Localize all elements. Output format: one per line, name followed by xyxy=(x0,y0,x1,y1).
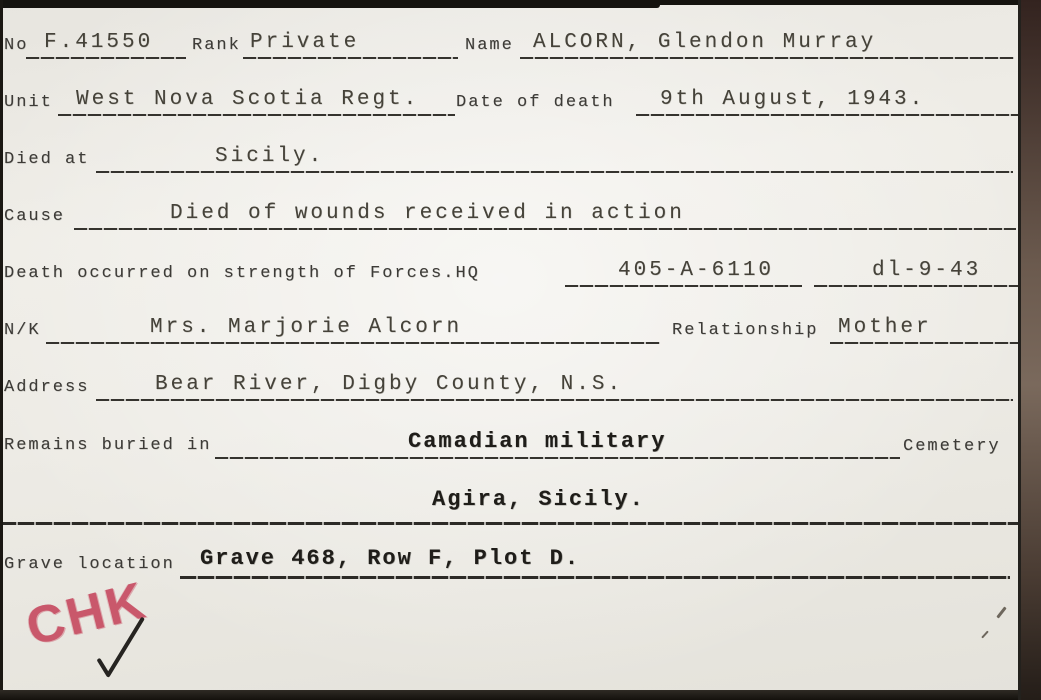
field-date-of-death-label: Date of death xyxy=(456,93,615,112)
field-date-of-death-value: 9th August, 1943. xyxy=(660,88,926,111)
underline xyxy=(0,522,1019,525)
field-relationship-value: Mother xyxy=(838,316,932,339)
field-unit-value: West Nova Scotia Regt. xyxy=(76,88,420,111)
field-address-value: Bear River, Digby County, N.S. xyxy=(155,373,624,396)
field-cemetery-location-value: Agira, Sicily. xyxy=(432,487,645,512)
field-cemetery-label: Cemetery xyxy=(903,437,1001,456)
field-cause-value: Died of wounds received in action xyxy=(170,202,685,225)
field-no-label: No xyxy=(4,36,29,55)
underline xyxy=(565,285,802,287)
field-name-label: Name xyxy=(465,36,514,55)
underline xyxy=(520,57,1014,59)
underline xyxy=(215,457,900,459)
underline xyxy=(814,285,1020,287)
underline xyxy=(636,114,1018,116)
field-strength-value: 405-A-6110 xyxy=(618,259,775,282)
field-strength-label: Death occurred on strength of Forces.HQ xyxy=(4,264,480,283)
field-grave-location-value: Grave 468, Row F, Plot D. xyxy=(200,546,581,571)
scan-edge-top-left xyxy=(0,0,660,8)
field-no-value: F.41550 xyxy=(44,31,154,54)
underline xyxy=(74,228,1016,230)
pen-mark xyxy=(996,606,1006,618)
scan-edge-left xyxy=(0,0,3,700)
underline xyxy=(243,57,458,59)
underline xyxy=(96,171,1013,173)
field-grave-location-label: Grave location xyxy=(4,555,175,574)
scan-edge-right xyxy=(1021,0,1041,700)
pen-mark xyxy=(981,630,989,638)
field-relationship-label: Relationship xyxy=(672,321,819,340)
field-rank-label: Rank xyxy=(192,36,241,55)
field-remains-label: Remains buried in xyxy=(4,436,212,455)
underline xyxy=(180,576,1010,579)
checkmark-icon xyxy=(94,612,151,687)
field-died-at-value: Sicily. xyxy=(215,145,325,168)
field-name-value: ALCORN, Glendon Murray xyxy=(533,31,877,54)
chk-stamp: CHK xyxy=(20,571,153,657)
field-unit-label: Unit xyxy=(4,93,53,112)
field-strength-date: dl-9-43 xyxy=(872,259,982,282)
field-remains-value: Camadian military xyxy=(408,429,667,454)
field-cause-label: Cause xyxy=(4,207,66,226)
field-died-at-label: Died at xyxy=(4,150,90,169)
underline xyxy=(46,342,660,344)
underline xyxy=(96,399,1013,401)
underline xyxy=(830,342,1028,344)
underline xyxy=(26,57,186,59)
field-next-of-kin-label: N/K xyxy=(4,321,41,340)
field-address-label: Address xyxy=(4,378,90,397)
scan-edge-bottom xyxy=(0,690,1041,700)
underline xyxy=(58,114,455,116)
field-next-of-kin-value: Mrs. Marjorie Alcorn xyxy=(150,316,463,339)
field-rank-value: Private xyxy=(250,31,360,54)
